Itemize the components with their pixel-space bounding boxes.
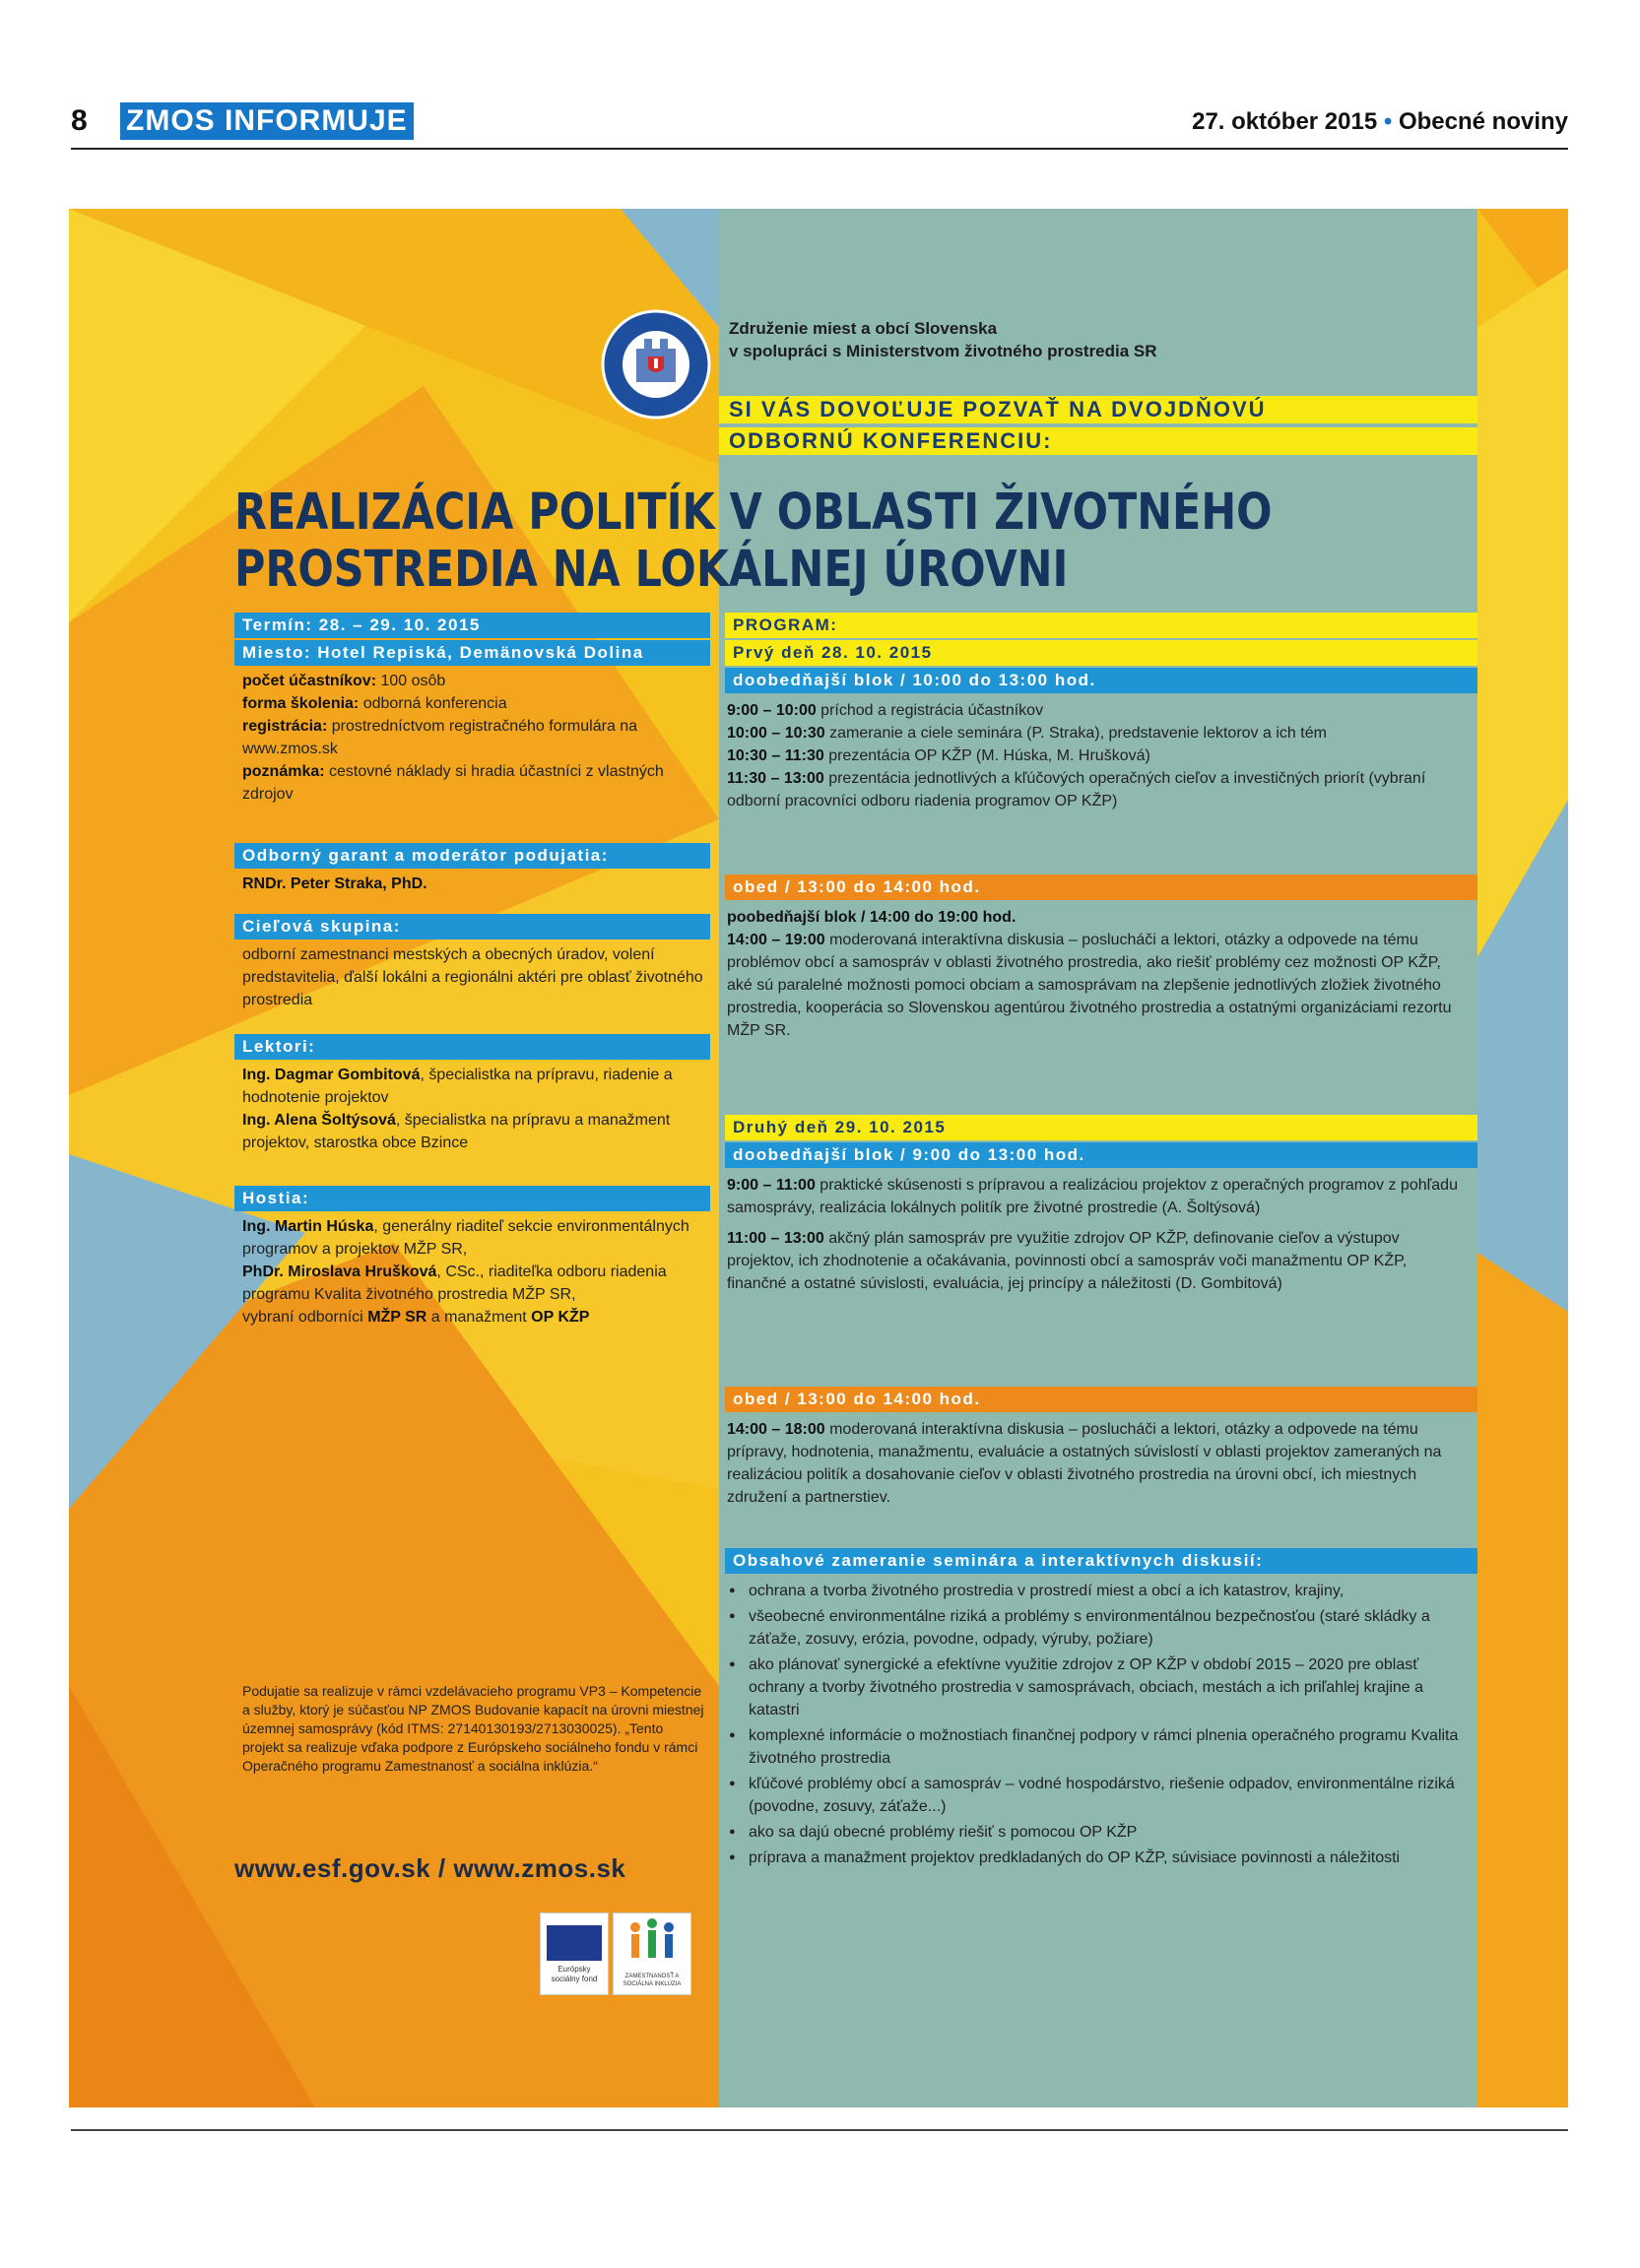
funding-note: Podujatie sa realizuje v rámci vzdelávacieho programu VP3 – Kompetencie a služby, ktorý je súčasťou NP ZMOS Budovanie kapacít na úrovni miestnej územnej samosprávy (kód ITMS: 27140130193/2713030025). „Tento projekt sa realizuje vďaka podpore z Európskeho sociálneho fondu v rámci Operačného programu Zamestnanosť a sociálna inklúzia.“ xyxy=(242,1683,704,1774)
day1-morning-block: doobedňajší blok / 10:00 do 13:00 hod. xyxy=(725,668,1477,693)
focus-item: ● ako sa dajú obecné problémy riešiť s pomocou OP KŽP xyxy=(749,1821,1468,1844)
day1-morning-items xyxy=(727,699,1468,812)
info-participants: počet účastníkov: 100 osôb xyxy=(242,673,446,689)
organizer-text: Združenie miest a obcí Slovenska v spolupráci s Ministerstvom životného prostredia SR xyxy=(729,319,1157,360)
guests-heading: Hostia: xyxy=(234,1186,710,1211)
focus-item: ● ako plánovať synergické a efektívne využitie zdrojov z OP KŽP v období 2015 – 2020 pre oblasť ochrany a tvorby životného prostredia v samosprávach, obciach, mestách a ich priľahlej krajine a katastri xyxy=(749,1653,1468,1721)
focus-list xyxy=(727,1580,1468,1869)
focus-heading: Obsahové zameranie seminára a interaktívnych diskusií: xyxy=(725,1548,1477,1574)
section-label: ZMOS INFORMUJE xyxy=(120,102,414,140)
conference-poster xyxy=(69,209,1568,2107)
guest-item: Ing. Martin Húska, generálny riaditeľ sekcie environmentálnych programov a projektov MŽP SR, xyxy=(242,1218,689,1258)
eu-logo-caption: Európsky sociálny fond xyxy=(551,1965,598,1983)
guests-list xyxy=(242,1215,705,1328)
program-item: 10:00 – 10:30 zameranie a ciele seminára (P. Straka), predstavenie lektorov a ich tém xyxy=(727,725,1327,742)
eu-esf-logo xyxy=(540,1912,609,1995)
guest-tail: vybraní odborníci MŽP SR a manažment OP KŽP xyxy=(242,1309,590,1326)
program-heading: PROGRAM: xyxy=(725,613,1477,638)
target-text: odborní zamestnanci mestských a obecných úradov, volení predstavitelia, ďalší lokálni a regionálni aktéri pre oblasť životného prostredia xyxy=(242,946,703,1008)
footer-rule xyxy=(71,2129,1568,2131)
focus-list-wrap xyxy=(727,1580,1468,1872)
program-item: 14:00 – 18:00 moderovaná interaktívna diskusia – poslucháči a lektori, otázky a odpovede na tému prípravy, hodnotenia, manažmentu, evaluácie a ostatných súvislostí v oblasti projektov zameraných na realizáciou politík a dosahovanie cieľov v oblasti životného prostredia na úrovni obcí, ich miestnych združení a partnerstiev. xyxy=(727,1421,1442,1506)
lecturers-heading: Lektori: xyxy=(234,1034,710,1060)
issue-date: 27. október 2015 xyxy=(1192,108,1378,135)
garant-name: RNDr. Peter Straka, PhD. xyxy=(242,875,427,892)
day2-afternoon xyxy=(727,1418,1468,1509)
day1-heading: Prvý deň 28. 10. 2015 xyxy=(725,640,1477,666)
info-note: poznámka: cestovné náklady si hradia účastníci z vlastných zdrojov xyxy=(242,763,664,803)
day1-afternoon xyxy=(727,906,1468,1042)
program-item: 9:00 – 10:00 príchod a registrácia účastníkov xyxy=(727,702,1044,719)
zmos-seal-logo xyxy=(601,309,711,420)
guest-item: PhDr. Miroslava Hrušková, CSc., riaditeľka odboru riadenia programu Kvalita životného prostredia MŽP SR, xyxy=(242,1264,667,1303)
conference-title: REALIZÁCIA POLITÍK V OBLASTI ŽIVOTNÉHO PROSTREDIA NA LOKÁLNEJ ÚROVNI xyxy=(234,484,1273,599)
people-icon xyxy=(614,1913,690,1971)
venue-bar: Miesto: Hotel Repiská, Demänovská Dolina xyxy=(234,640,710,666)
lecturer-item: Ing. Dagmar Gombitová, špecialistka na prípravu, riadenie a hodnotenie projektov xyxy=(242,1067,673,1106)
page-header xyxy=(71,97,1568,150)
op-zsi-logo xyxy=(613,1912,691,1995)
websites: www.esf.gov.sk / www.zmos.sk xyxy=(234,1853,626,1883)
invite-line-1: SI VÁS DOVOĽUJE POZVAŤ NA DVOJDŇOVÚ xyxy=(719,396,1477,423)
focus-item: ● ochrana a tvorba životného prostredia v prostredí miest a obcí a ich katastrov, krajiny, xyxy=(749,1580,1468,1602)
program-item: 10:30 – 11:30 prezentácia OP KŽP (M. Húska, M. Hrušková) xyxy=(727,747,1150,764)
program-item: 11:00 – 13:00 akčný plán samospráv pre využitie zdrojov OP KŽP, definovanie cieľov a výstupov projektov, ich zhodnotenie a očakávania, povinnosti obcí a samospráv voči manažmentu OP KŽP, finančné a ostatné súvislosti, evaluácia, jej princípy a náležitosti (D. Gombitová) xyxy=(727,1230,1408,1292)
target-heading: Cieľová skupina: xyxy=(234,914,710,940)
page-number: 8 xyxy=(71,104,88,137)
dateline xyxy=(1192,108,1568,136)
info-registration: registrácia: prostredníctvom registračného formulára na www.zmos.sk xyxy=(242,718,638,757)
focus-item: ● všeobecné environmentálne riziká a problémy s environmentálnou bezpečnosťou (staré skládky a záťaže, zosuvy, erózia, povodne, odpady, výruby, požiare) xyxy=(749,1605,1468,1651)
afternoon-title: poobedňajší blok / 14:00 do 19:00 hod. xyxy=(727,909,1017,926)
esf-logo-caption: ZAMESTNANOSŤ A SOCIÁLNA INKLÚZIA xyxy=(623,1974,682,1987)
publication-name: Obecné noviny xyxy=(1398,108,1568,135)
program-item: 9:00 – 11:00 praktické skúsenosti s prípravou a realizáciou projektov z operačných programov z pohľadu samosprávy, realizácia lokálnych politík pre životné prostredie (A. Šoltýsová) xyxy=(727,1177,1458,1216)
separator-dot: • xyxy=(1383,108,1393,135)
focus-item: ● komplexné informácie o možnostiach finančnej podpory v rámci plnenia operačného programu Kvalita životného prostredia xyxy=(749,1724,1468,1770)
focus-item: ● príprava a manažment projektov predkladaných do OP KŽP, súvisiace povinnosti a náležitosti xyxy=(749,1847,1468,1869)
focus-item: ● kľúčové problémy obcí a samospráv – vodné hospodárstvo, riešenie odpadov, environmentálne riziká (povodne, zosuvy, záťaže...) xyxy=(749,1773,1468,1818)
day2-morning-block: doobedňajší blok / 9:00 do 13:00 hod. xyxy=(725,1142,1477,1168)
info-format: forma školenia: odborná konferencia xyxy=(242,695,507,712)
lecturer-item: Ing. Alena Šoltýsová, špecialistka na prípravu a manažment projektov, starostka obce Bzince xyxy=(242,1112,671,1151)
day2-morning-items xyxy=(727,1174,1468,1295)
lecturers-list xyxy=(242,1064,705,1154)
event-info xyxy=(242,670,705,806)
day2-heading: Druhý deň 29. 10. 2015 xyxy=(725,1115,1477,1140)
program-item: 11:30 – 13:00 prezentácia jednotlivých a kľúčových operačných cieľov a investičných priorít (vybraní odborní pracovníci odboru riadenia programov OP KŽP) xyxy=(727,770,1426,810)
garant-heading: Odborný garant a moderátor podujatia: xyxy=(234,843,710,869)
date-bar: Termín: 28. – 29. 10. 2015 xyxy=(234,613,710,638)
day2-lunch: obed / 13:00 do 14:00 hod. xyxy=(725,1387,1477,1412)
eu-flag-icon xyxy=(547,1925,602,1961)
invite-line-2: ODBORNÚ KONFERENCIU: xyxy=(719,427,1477,455)
program-item: 14:00 – 19:00 moderovaná interaktívna diskusia – poslucháči a lektori, otázky a odpovede na tému problémov obcí a samospráv v oblasti životného prostredia, ako riešiť problémy cez možnosti OP KŽP, aké sú paralelné možnosti pomoci obciam a samosprávam na zlepšenie jednotlivých zložiek životného prostredia, kooperácia so Slovenskou agentúrou životného prostredia a ostatnými organizáciami rezortu MŽP SR. xyxy=(727,932,1452,1039)
day1-lunch: obed / 13:00 do 14:00 hod. xyxy=(725,875,1477,900)
